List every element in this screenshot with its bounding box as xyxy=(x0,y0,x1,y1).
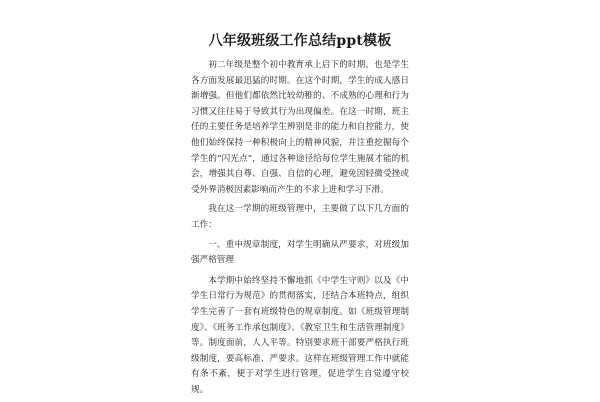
paragraph-intro: 初二年级是整个初中教育承上启下的时期，也是学生各方面发展最迅猛的时期。在这个时期，学生的成人感日渐增强。但他们都依然比较幼稚的、不成熟的心理和行为习惯又往往易于导致其行为出现偏差。在这一时期，班主任的主要任务是培养学生辨别是非的能力和自控能力，使他们始终保持一种积极向上的精神风貌，并注重挖掘每个学生的“闪光点”，通过各种途径给每位学生施展才能的机会，增强其自尊、自强、自信的心理，避免因轻微受挫或受外界消极因素影响而产生的不求上进和学习下滑。 xyxy=(191,60,409,195)
paragraph-rules-detail: 本学期中始终坚持不懈地抓《中学生守则》以及《中学生日常行为规范》的贯彻落实，还结合本班特点，组织学生完善了一套有班级特色的规章制度。如《班级管理制度》、《班务工作承包制度》、《教室卫生和生活管理制度》等。制度面前，人人平等。特别要求班干部要严格执行班级制度，要高标准、严要求。这样在班级管理工作中就能有条不紊，便于对学生进行管理，促进学生自觉遵守校规。 xyxy=(191,275,409,395)
section-heading-rules: 一、重申规章制度，对学生明确从严要求，对班级加强严格管理 xyxy=(191,239,409,266)
paragraph-work-overview: 我在这一学期的班级管理中，主要做了以下几方面的工作： xyxy=(191,204,409,230)
document-title: 八年级班级工作总结ppt模板 xyxy=(208,33,392,49)
document-body xyxy=(191,32,409,402)
